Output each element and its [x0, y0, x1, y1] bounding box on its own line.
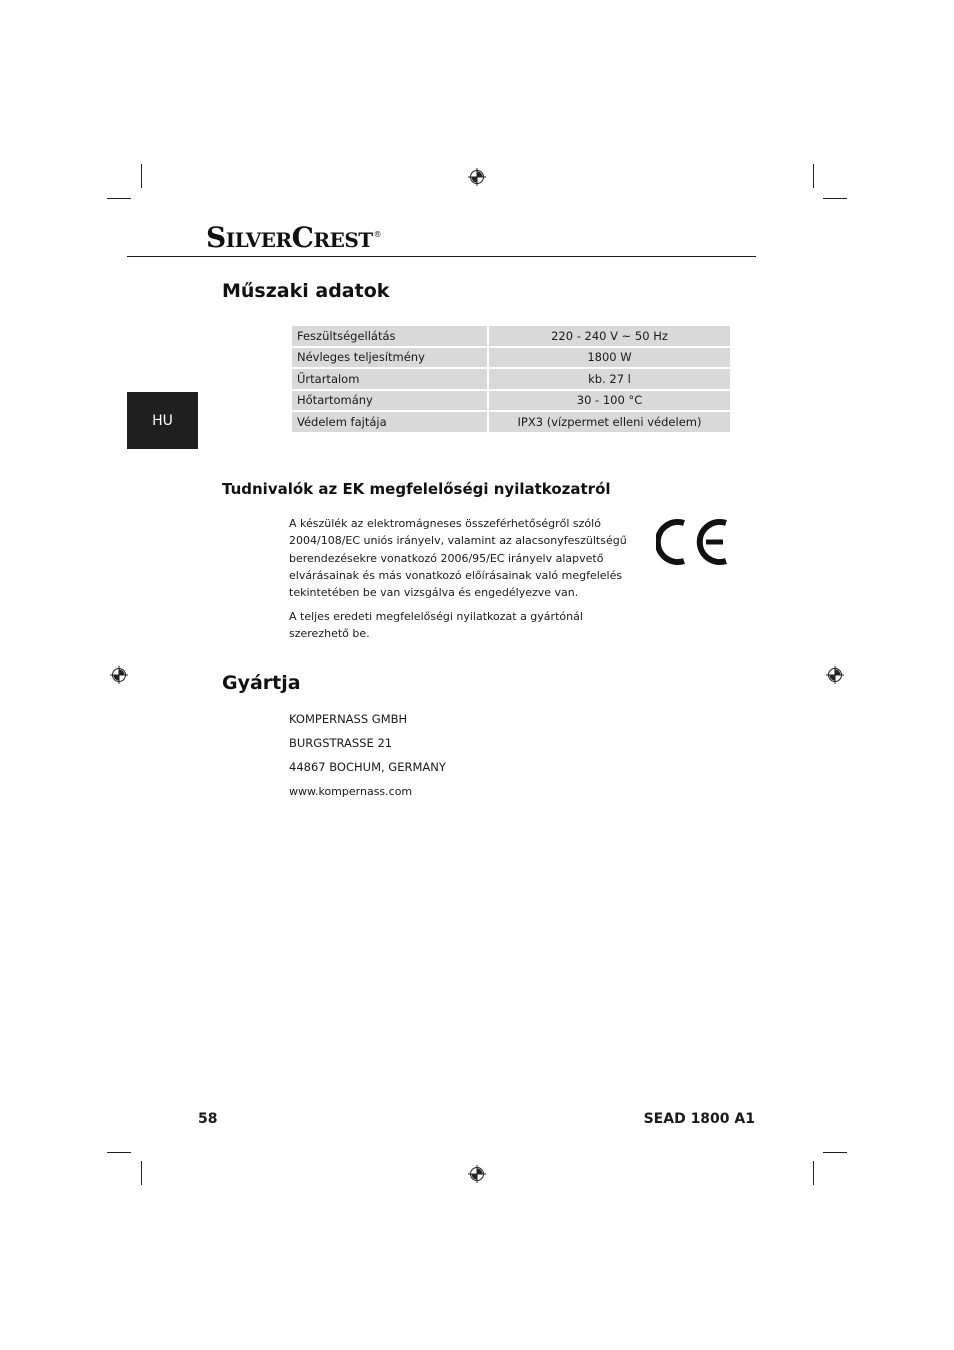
registration-mark-icon	[110, 666, 128, 684]
specs-table	[290, 324, 732, 434]
specs-title: Műszaki adatok	[222, 280, 390, 302]
manufacturer-city: 44867 BOCHUM, GERMANY	[289, 760, 446, 774]
crop-mark	[141, 1161, 142, 1185]
brand-logo: SILVERCREST®	[206, 221, 382, 254]
table-row	[292, 391, 730, 411]
manufacturer-street: BURGSTRASSE 21	[289, 736, 393, 750]
crop-mark	[141, 164, 142, 188]
table-row	[292, 348, 730, 368]
crop-mark	[823, 198, 847, 199]
registration-mark-icon	[826, 666, 844, 684]
ce-paragraph-1: A készülék az elektromágneses összeférhetőségről szóló 2004/108/EC uniós irányelv, valamint az alacsonyfeszültségű berendezésekre vonatkozó 2006/95/EC irányelv alapvető elvárásainak és más vonatkozó előírásainak való megfelelés tekintetében be van vizsgálva és engedélyezve van.	[289, 517, 627, 600]
registration-mark-icon	[468, 168, 486, 186]
registration-mark-icon	[468, 1165, 486, 1183]
language-tab: HU	[127, 392, 198, 449]
page-number: 58	[198, 1111, 218, 1127]
crop-mark	[823, 1152, 847, 1153]
crop-mark	[107, 1152, 131, 1153]
spec-label: Űrtartalom	[292, 369, 487, 389]
model-number: SEAD 1800 A1	[643, 1111, 755, 1127]
crop-mark	[813, 1161, 814, 1185]
ce-section-title: Tudnivalók az EK megfelelőségi nyilatkozatról	[222, 480, 611, 498]
spec-value: kb. 27 l	[489, 369, 730, 389]
header-rule	[127, 256, 756, 257]
manufacturer-title: Gyártja	[222, 672, 301, 694]
ce-paragraph-2: A teljes eredeti megfelelőségi nyilatkozat a gyártónál szerezhető be.	[289, 610, 583, 641]
spec-label: Hőtartomány	[292, 391, 487, 411]
table-row	[292, 369, 730, 389]
table-row	[292, 326, 730, 346]
ce-mark-icon	[656, 517, 728, 567]
crop-mark	[813, 164, 814, 188]
spec-label: Névleges teljesítmény	[292, 348, 487, 368]
spec-label: Védelem fajtája	[292, 412, 487, 432]
manufacturer-website[interactable]: www.kompernass.com	[289, 785, 413, 798]
spec-value: 30 - 100 °C	[489, 391, 730, 411]
crop-mark	[107, 198, 131, 199]
spec-value: IPX3 (vízpermet elleni védelem)	[489, 412, 730, 432]
spec-value: 220 - 240 V ~ 50 Hz	[489, 326, 730, 346]
manufacturer-company: KOMPERNASS GMBH	[289, 712, 408, 726]
table-row	[292, 412, 730, 432]
spec-label: Feszültségellátás	[292, 326, 487, 346]
spec-value: 1800 W	[489, 348, 730, 368]
